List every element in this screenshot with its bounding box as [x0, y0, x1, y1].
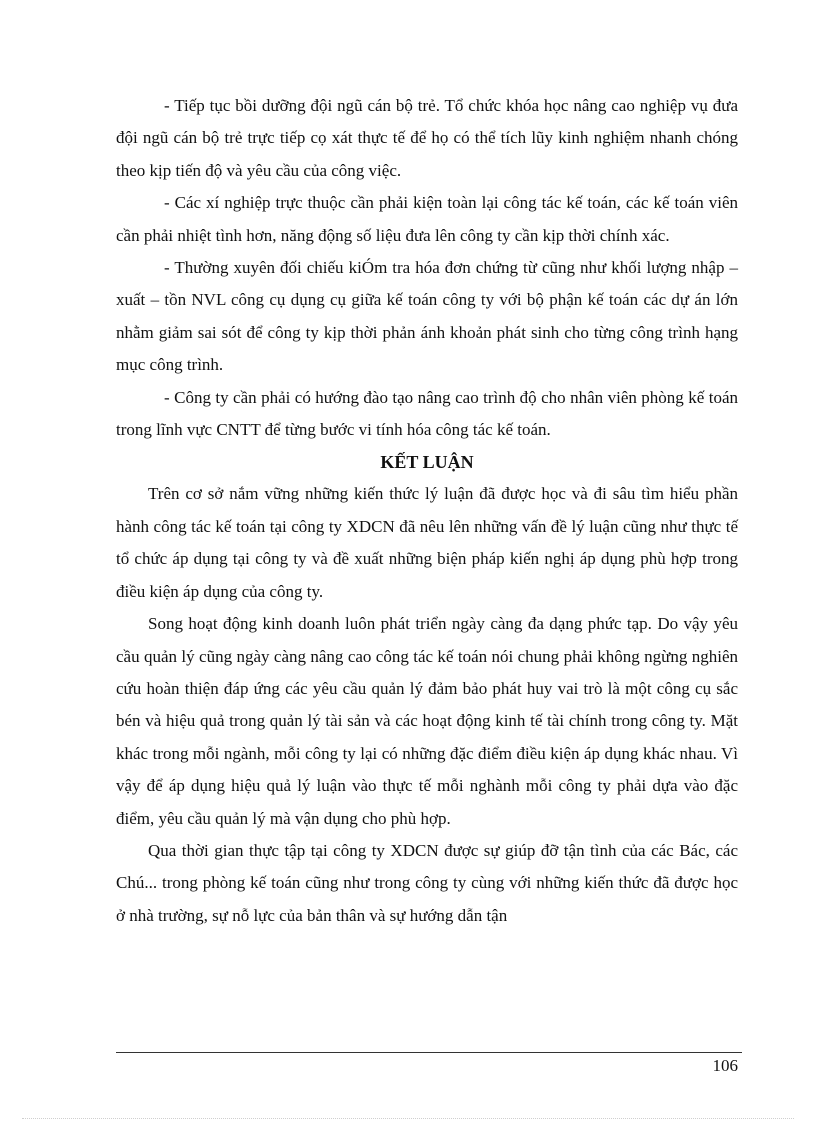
page-edge-divider — [22, 1118, 794, 1119]
footer-divider — [116, 1052, 742, 1053]
recommendation-item: - Các xí nghiệp trực thuộc cần phải kiện toàn lại công tác kế toán, các kế toán viên cần phải nhiệt tình hơn, năng động số liệu đưa lên công ty cần kịp thời chính xác. — [116, 193, 738, 245]
body-paragraph: Song hoạt động kinh doanh luôn phát triển ngày càng đa dạng phức tạp. Do vậy yêu cầu quản lý cũng ngày càng nâng cao công tác kế toán nói chung phải không ngừng nghiên cứu hoàn thiện đáp ứng các yêu cầu quản lý đảm bảo phát huy vai trò là một công cụ sắc bén và hiệu quả trong quản lý tài sản và các hoạt động kinh tế tài chính trong công ty. Mặt khác trong mỗi ngành, mỗi công ty lại có những đặc điểm điều kiện áp dụng khác nhau. Vì vậy để áp dụng hiệu quả lý luận vào thực tế mỗi nghành mỗi công ty phải dựa vào đặc điểm, yêu cầu quản lý mà vận dụng cho phù hợp. — [116, 614, 738, 828]
section-heading: KẾT LUẬN — [380, 452, 474, 473]
body-paragraph: Qua thời gian thực tập tại công ty XDCN được sự giúp đỡ tận tình của các Bác, các Chú... trong phòng kế toán cũng như trong công ty cùng với những kiến thức đã được học ở nhà trường, sự nỗ lực của bản thân và sự hướng dẫn tận — [116, 840, 738, 925]
recommendation-item: - Công ty cần phải có hướng đào tạo nâng cao trình độ cho nhân viên phòng kế toán trong lĩnh vực CNTT để từng bước vi tính hóa công tác kế toán. — [116, 387, 738, 440]
body-paragraph: Trên cơ sở nắm vững những kiến thức lý luận đã được học và đi sâu tìm hiểu phần hành công tác kế toán tại công ty XDCN đã nêu lên những vấn đề lý luận cũng như thực tế tổ chức áp dụng tại công ty và đề xuất những biện pháp kiến nghị áp dụng phù hợp trong điều kiện áp dụng của công ty. — [116, 484, 738, 601]
page-body — [116, 90, 738, 932]
recommendation-item: - Thường xuyên đối chiếu kiÓm tra hóa đơn chứng từ cũng như khối lượng nhập – xuất – tồn NVL công cụ dụng cụ giữa kế toán công ty với bộ phận kế toán các dự án lớn nhằm giảm sai sót để công ty kịp thời phản ánh khoản phát sinh cho từng công trình hạng mục công trình. — [116, 258, 738, 375]
page-number: 106 — [712, 1056, 738, 1075]
recommendation-item: - Tiếp tục bồi dưỡng đội ngũ cán bộ trẻ. Tổ chức khóa học nâng cao nghiệp vụ đưa đội ngũ cán bộ trẻ trực tiếp cọ xát thực tế để họ có thể tích lũy kinh nghiệm nhanh chóng theo kịp tiến độ và yêu cầu của công việc. — [116, 96, 738, 180]
